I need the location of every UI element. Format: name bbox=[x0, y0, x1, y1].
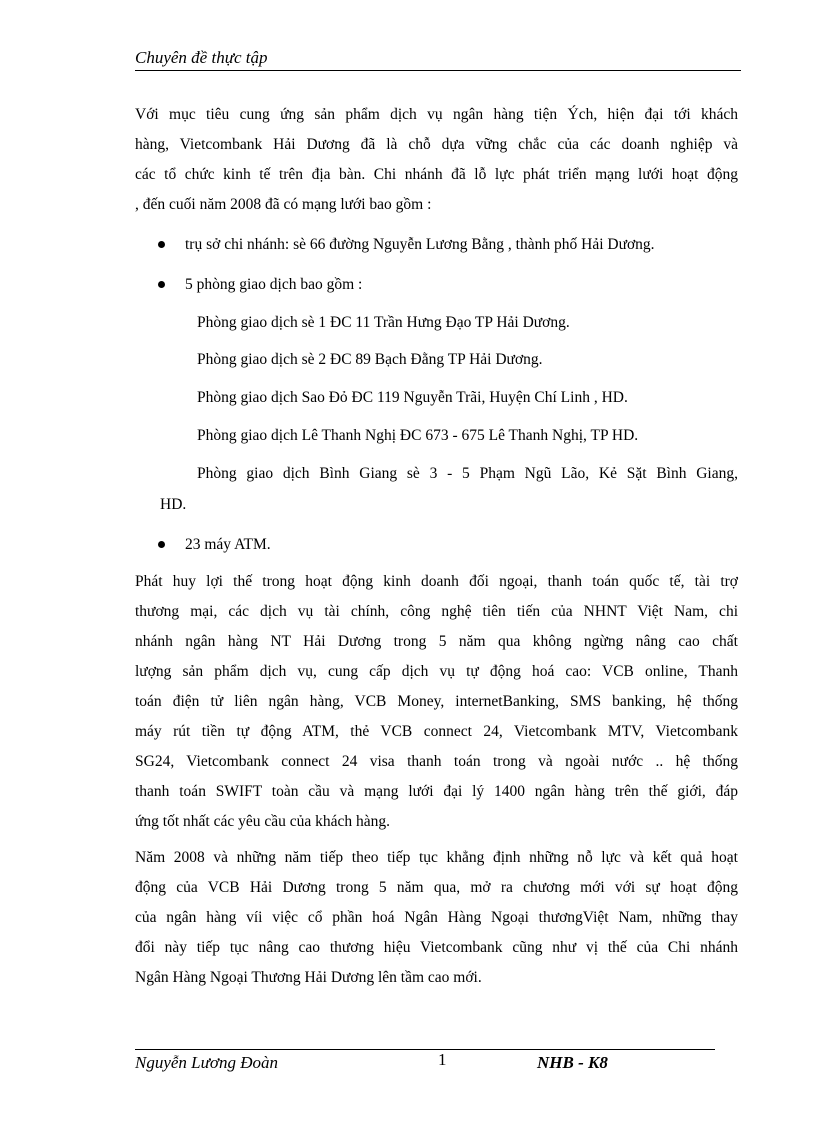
footer-class-code: NHB - K8 bbox=[537, 1053, 608, 1072]
header-rule bbox=[135, 70, 741, 71]
branch-item: Phòng giao dịch Lê Thanh Nghị ĐC 673 - 675 Lê Thanh Nghị, TP HD. bbox=[197, 427, 639, 444]
bullet-icon bbox=[158, 281, 165, 288]
text-line: Ngân Hàng Ngoại Thương Hải Dương lên tầm cao mới. bbox=[135, 969, 482, 986]
bullet-icon bbox=[158, 241, 165, 248]
text-line: động của VCB Hải Dương trong 5 năm qua, mở ra chương mới với sự hoạt động bbox=[135, 879, 738, 896]
services-paragraph bbox=[135, 567, 738, 837]
text-line: lượng sản phẩm dịch vụ, cung cấp dịch vụ tự động hoá cao: VCB online, Thanh bbox=[135, 663, 738, 680]
text-line: thanh toán SWIFT toàn cầu và mạng lưới đại lý 1400 ngân hàng trên thế giới, đáp bbox=[135, 783, 738, 800]
bullet-text: 23 máy ATM. bbox=[185, 536, 271, 553]
page-number: 1 bbox=[438, 1050, 447, 1069]
text-line: Năm 2008 và những năm tiếp theo tiếp tục khẳng định những nỗ lực và kết quả hoạt bbox=[135, 849, 738, 866]
text-line: ứng tốt nhất các yêu cầu của khách hàng. bbox=[135, 813, 391, 830]
bullet-text: trụ sở chi nhánh: sè 66 đường Nguyễn Lương Bằng , thành phố Hải Dương. bbox=[185, 236, 655, 253]
footer-rule bbox=[135, 1049, 715, 1050]
text-line: đổi này tiếp tục nâng cao thương hiệu Vietcombank cũng như vị thế của Chi nhánh bbox=[135, 939, 738, 956]
text-line: Phát huy lợi thế trong hoạt động kinh doanh đối ngoại, thanh toán quốc tế, tài trợ bbox=[135, 573, 738, 590]
bullet-icon bbox=[158, 541, 165, 548]
footer-author: Nguyễn Lương Đoàn bbox=[135, 1053, 279, 1072]
branch-item-continuation: HD. bbox=[160, 496, 187, 513]
bullet-text: 5 phòng giao dịch bao gồm : bbox=[185, 276, 363, 293]
text-line: các tổ chức kinh tế trên địa bàn. Chi nhánh đã lỗ lực phát triển mạng lưới hoạt động bbox=[135, 166, 738, 183]
branch-item: Phòng giao dịch Sao Đỏ ĐC 119 Nguyễn Trãi, Huyện Chí Linh , HD. bbox=[197, 389, 628, 406]
text-line: SG24, Vietcombank connect 24 visa thanh toán trong và ngoài nước .. hệ thống bbox=[135, 753, 738, 770]
text-line: của ngân hàng víi việc cổ phần hoá Ngân Hàng Ngoại thươngViệt Nam, những thay bbox=[135, 909, 738, 926]
outlook-paragraph bbox=[135, 843, 738, 993]
running-header: Chuyên đề thực tập bbox=[135, 48, 268, 67]
text-line: thương mại, các dịch vụ tài chính, công nghệ tiên tiến của NHNT Việt Nam, chi bbox=[135, 603, 738, 620]
text-line: hàng, Vietcombank Hải Dương đã là chỗ dựa vững chắc của các doanh nghiệp và bbox=[135, 136, 738, 153]
text-line: , đến cuối năm 2008 đã có mạng lưới bao gồm : bbox=[135, 196, 432, 213]
text-line: Với mục tiêu cung ứng sản phẩm dịch vụ ngân hàng tiện Ých, hiện đại tới khách bbox=[135, 106, 738, 123]
branch-item: Phòng giao dịch sè 2 ĐC 89 Bạch Đằng TP Hải Dương. bbox=[197, 351, 543, 368]
intro-paragraph bbox=[135, 100, 738, 220]
text-line: toán điện tử liên ngân hàng, VCB Money, internetBanking, SMS banking, hệ thống bbox=[135, 693, 738, 710]
text-line: máy rút tiền tự động ATM, thẻ VCB connect 24, Vietcombank MTV, Vietcombank bbox=[135, 723, 738, 740]
branch-item: Phòng giao dịch Bình Giang sè 3 - 5 Phạm Ngũ Lão, Kẻ Sặt Bình Giang, bbox=[197, 465, 738, 482]
branch-item: Phòng giao dịch sè 1 ĐC 11 Trần Hưng Đạo TP Hải Dương. bbox=[197, 314, 570, 331]
text-line: nhánh ngân hàng NT Hải Dương trong 5 năm qua không ngừng nâng cao chất bbox=[135, 633, 738, 650]
